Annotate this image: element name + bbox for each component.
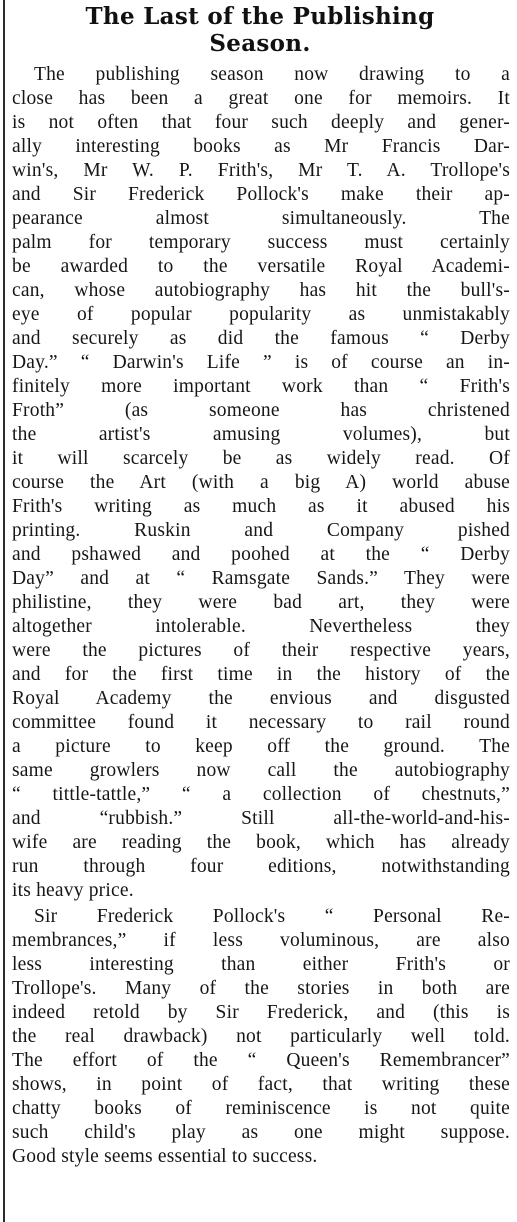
text-line: finitely more important work than “ Frith's — [12, 376, 510, 397]
text-line: eye of popular popularity as unmistakably — [12, 304, 510, 325]
text-line: Good style seems essential to success. — [12, 1146, 318, 1167]
text-line: it will scarcely be as widely read. Of — [12, 448, 510, 469]
text-line: and for the first time in the history of the — [12, 664, 510, 685]
text-line: win's, Mr W. P. Frith's, Mr T. A. Trollope's — [12, 160, 510, 181]
text-line: printing. Ruskin and Company pished — [12, 520, 510, 541]
text-line: close has been a great one for memoirs. It — [12, 88, 510, 109]
text-line: philistine, they were bad art, they were — [12, 592, 510, 613]
text-line: membrances,” if less voluminous, are also — [12, 930, 510, 951]
text-line: palm for temporary success must certainly — [12, 232, 510, 253]
column-rule — [3, 0, 5, 1222]
text-line: run through four editions, notwithstanding — [12, 856, 510, 877]
text-line: and Sir Frederick Pollock's make their ap- — [12, 184, 510, 205]
text-line: the artist's amusing volumes), but — [12, 424, 510, 445]
text-line: and pshawed and poohed at the “ Derby — [12, 544, 510, 565]
text-line: be awarded to the versatile Royal Academi- — [12, 256, 510, 277]
text-line: “ tittle-tattle,” “ a collection of chestnuts,” — [12, 784, 510, 805]
text-line: and securely as did the famous “ Derby — [12, 328, 510, 349]
text-line: pearance almost simultaneously. The — [12, 208, 510, 229]
text-line: its heavy price. — [12, 880, 134, 901]
text-line: the real drawback) not particularly well told. — [12, 1026, 510, 1047]
text-line: altogether intolerable. Nevertheless they — [12, 616, 510, 637]
text-line: less interesting than either Frith's or — [12, 954, 510, 975]
text-line: were the pictures of their respective years, — [12, 640, 510, 661]
headline-line-2: Season. — [209, 30, 311, 57]
text-line: Royal Academy the envious and disgusted — [12, 688, 510, 709]
text-line: and “rubbish.” Still all-the-world-and-his- — [12, 808, 510, 829]
text-line: The publishing season now drawing to a — [34, 64, 510, 85]
text-line: course the Art (with a big A) world abuse — [12, 472, 510, 493]
text-line: can, whose autobiography has hit the bull's- — [12, 280, 510, 301]
text-line: Sir Frederick Pollock's “ Personal Re- — [34, 906, 510, 927]
text-line: Trollope's. Many of the stories in both are — [12, 978, 510, 999]
text-line: a picture to keep off the ground. The — [12, 736, 510, 757]
text-line: Froth” (as someone has christened — [12, 400, 510, 421]
text-line: is not often that four such deeply and gener- — [12, 112, 510, 133]
headline-line-1: The Last of the Publishing — [85, 3, 435, 30]
text-line: wife are reading the book, which has already — [12, 832, 510, 853]
text-line: The effort of the “ Queen's Remembrancer” — [12, 1050, 510, 1071]
text-line: Day” and at “ Ramsgate Sands.” They were — [12, 568, 510, 589]
text-line: such child's play as one might suppose. — [12, 1122, 510, 1143]
text-line: ally interesting books as Mr Francis Dar- — [12, 136, 510, 157]
text-line: Day.” “ Darwin's Life ” is of course an in- — [12, 352, 510, 373]
text-line: indeed retold by Sir Frederick, and (this is — [12, 1002, 510, 1023]
text-line: same growlers now call the autobiography — [12, 760, 510, 781]
text-line: shows, in point of fact, that writing these — [12, 1074, 510, 1095]
text-line: committee found it necessary to rail round — [12, 712, 510, 733]
text-line: chatty books of reminiscence is not quite — [12, 1098, 510, 1119]
text-line: Frith's writing as much as it abused his — [12, 496, 510, 517]
